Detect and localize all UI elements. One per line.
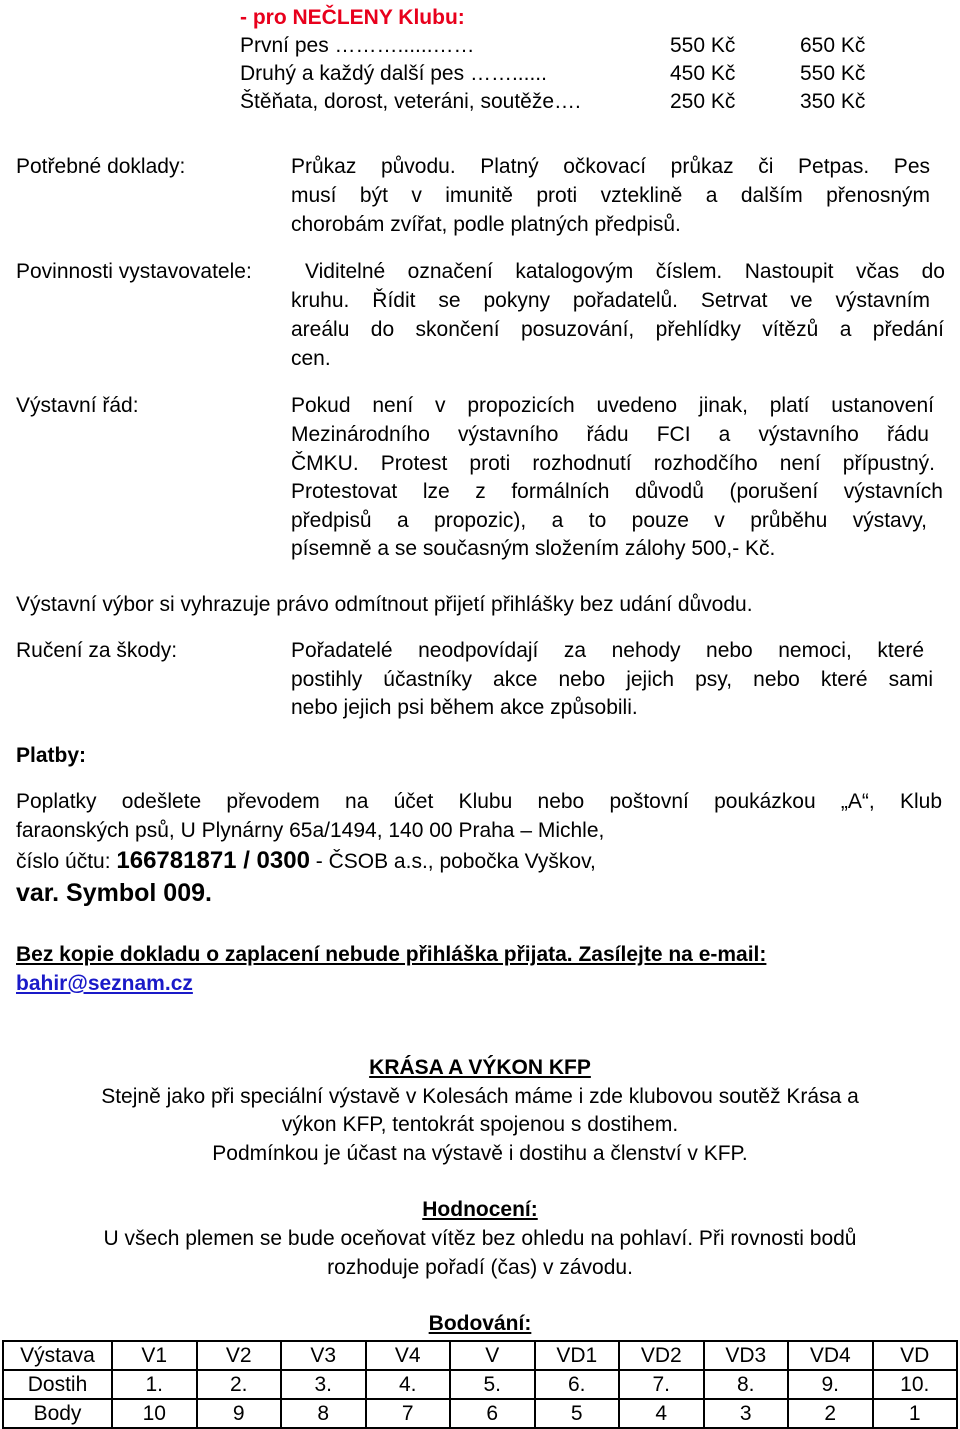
- table-cell: 1.: [112, 1370, 197, 1399]
- table-cell: 3.: [281, 1370, 366, 1399]
- table-row: [3, 1399, 957, 1428]
- rules-label: Výstavní řád:: [16, 394, 139, 417]
- table-cell: 8: [281, 1399, 366, 1428]
- account-prefix: číslo účtu:: [16, 850, 117, 873]
- table-cell: Výstava: [3, 1341, 112, 1370]
- variable-symbol: var. Symbol 009.: [16, 879, 212, 907]
- fee-row-price-member: 450 Kč: [670, 62, 736, 85]
- table-cell: 7.: [619, 1370, 704, 1399]
- fee-row-label: Štěňata, dorost, veteráni, soutěže….: [240, 90, 581, 113]
- fee-row-price-member: 550 Kč: [670, 34, 736, 57]
- liability-line: Pořadatelé neodpovídají za nehody nebo nemoci, které: [291, 639, 924, 662]
- fee-row-price-nonmember: 550 Kč: [800, 62, 866, 85]
- evaluation-line: rozhoduje pořadí (čas) v závodu.: [327, 1256, 633, 1279]
- liability-line: nebo jejich psi během akce způsobili.: [291, 696, 638, 719]
- rules-line: Pokud není v propozicích uvedeno jinak, platí ustanovení: [291, 394, 934, 417]
- table-cell: V2: [197, 1341, 282, 1370]
- account-line: [16, 847, 596, 876]
- documents-line: Průkaz původu. Platný očkovací průkaz či Petpas. Pes: [291, 155, 930, 178]
- rules-line: předpisů a propozic), a to pouze v průběhu výstavy,: [291, 509, 927, 532]
- table-cell: V4: [366, 1341, 451, 1370]
- duties-line: cen.: [291, 347, 331, 370]
- fee-row-label: První pes ………......……: [240, 34, 475, 57]
- duties-line: areálu do skončení posuzování, přehlídky vítězů a předání: [291, 318, 944, 341]
- table-cell: V: [450, 1341, 535, 1370]
- table-row: [3, 1341, 957, 1370]
- rules-line: Protestovat lze z formálních důvodů (porušení výstavních: [291, 480, 943, 503]
- table-cell: 2: [788, 1399, 873, 1428]
- table-cell: 9: [197, 1399, 282, 1428]
- table-cell: 2.: [197, 1370, 282, 1399]
- table-cell: 4: [619, 1399, 704, 1428]
- table-cell: VD: [873, 1341, 958, 1370]
- duties-label: Povinnosti vystavovatele:: [16, 260, 252, 283]
- table-cell: VD1: [535, 1341, 620, 1370]
- table-cell: 6: [450, 1399, 535, 1428]
- contest-line: Stejně jako při speciální výstavě v Kolesách máme i zde klubovou soutěž Krása a: [101, 1085, 859, 1108]
- payments-line: Poplatky odešlete převodem na účet Klubu nebo poštovní poukázkou „A“, Klub: [16, 790, 942, 813]
- payments-line: faraonských psů, U Plynárny 65a/1494, 140 00 Praha – Michle,: [16, 819, 605, 842]
- rules-line: písemně a se současným složením zálohy 500,- Kč.: [291, 537, 776, 560]
- rules-line: ČMKU. Protest proti rozhodnutí rozhodčího není přípustný.: [291, 452, 935, 475]
- duties-line: Viditelné označení katalogovým číslem. Nastoupit včas do: [305, 260, 945, 283]
- fee-row-price-nonmember: 350 Kč: [800, 90, 866, 113]
- rules-line: Mezinárodního výstavního řádu FCI a výstavního řádu: [291, 423, 929, 446]
- committee-note: Výstavní výbor si vyhrazuje právo odmítnout přijetí přihlášky bez udání důvodu.: [16, 593, 753, 616]
- documents-label: Potřebné doklady:: [16, 155, 186, 178]
- table-cell: Body: [3, 1399, 112, 1428]
- table-cell: V3: [281, 1341, 366, 1370]
- fee-row-price-member: 250 Kč: [670, 90, 736, 113]
- fee-row-price-nonmember: 650 Kč: [800, 34, 866, 57]
- documents-line: chorobám zvířat, podle platných předpisů.: [291, 213, 681, 236]
- contest-title: KRÁSA A VÝKON KFP: [369, 1056, 591, 1079]
- table-cell: 8.: [704, 1370, 789, 1399]
- table-cell: V1: [112, 1341, 197, 1370]
- table-cell: 7: [366, 1399, 451, 1428]
- table-cell: 1: [873, 1399, 958, 1428]
- documents-line: musí být v imunitě proti vzteklině a dalším přenosným: [291, 184, 930, 207]
- table-cell: 5.: [450, 1370, 535, 1399]
- table-cell: 4.: [366, 1370, 451, 1399]
- evaluation-title: Hodnocení:: [422, 1198, 538, 1221]
- table-cell: Dostih: [3, 1370, 112, 1399]
- contest-line: Podmínkou je účast na výstavě i dostihu a členství v KFP.: [212, 1142, 748, 1165]
- payment-notice: Bez kopie dokladu o zaplacení nebude přihláška přijata. Zasílejte na e-mail:: [16, 943, 767, 966]
- table-cell: 10: [112, 1399, 197, 1428]
- table-cell: 10.: [873, 1370, 958, 1399]
- table-cell: VD4: [788, 1341, 873, 1370]
- table-cell: 5: [535, 1399, 620, 1428]
- table-cell: VD3: [704, 1341, 789, 1370]
- email-link[interactable]: bahir@seznam.cz: [16, 972, 193, 995]
- evaluation-line: U všech plemen se bude oceňovat vítěz bez ohledu na pohlaví. Při rovnosti bodů: [103, 1227, 857, 1250]
- table-cell: 9.: [788, 1370, 873, 1399]
- duties-line: kruhu. Řídit se pokyny pořadatelů. Setrvat ve výstavním: [291, 289, 930, 312]
- account-number: 166781871 / 0300: [116, 847, 310, 874]
- fee-row-label: Druhý a každý další pes ……......: [240, 62, 547, 85]
- account-suffix: - ČSOB a.s., pobočka Vyškov,: [309, 850, 596, 873]
- scoring-table: [2, 1340, 958, 1429]
- table-cell: 3: [704, 1399, 789, 1428]
- contest-line: výkon KFP, tentokrát spojenou s dostihem.: [281, 1113, 679, 1136]
- table-row: [3, 1370, 957, 1399]
- fees-heading: - pro NEČLENY Klubu:: [240, 6, 465, 29]
- payments-heading: Platby:: [16, 744, 87, 767]
- liability-label: Ručení za škody:: [16, 639, 178, 662]
- table-cell: 6.: [535, 1370, 620, 1399]
- scoring-title: Bodování:: [428, 1312, 532, 1335]
- liability-line: postihly účastníky akce nebo jejich psy, nebo které sami: [291, 668, 933, 691]
- table-cell: VD2: [619, 1341, 704, 1370]
